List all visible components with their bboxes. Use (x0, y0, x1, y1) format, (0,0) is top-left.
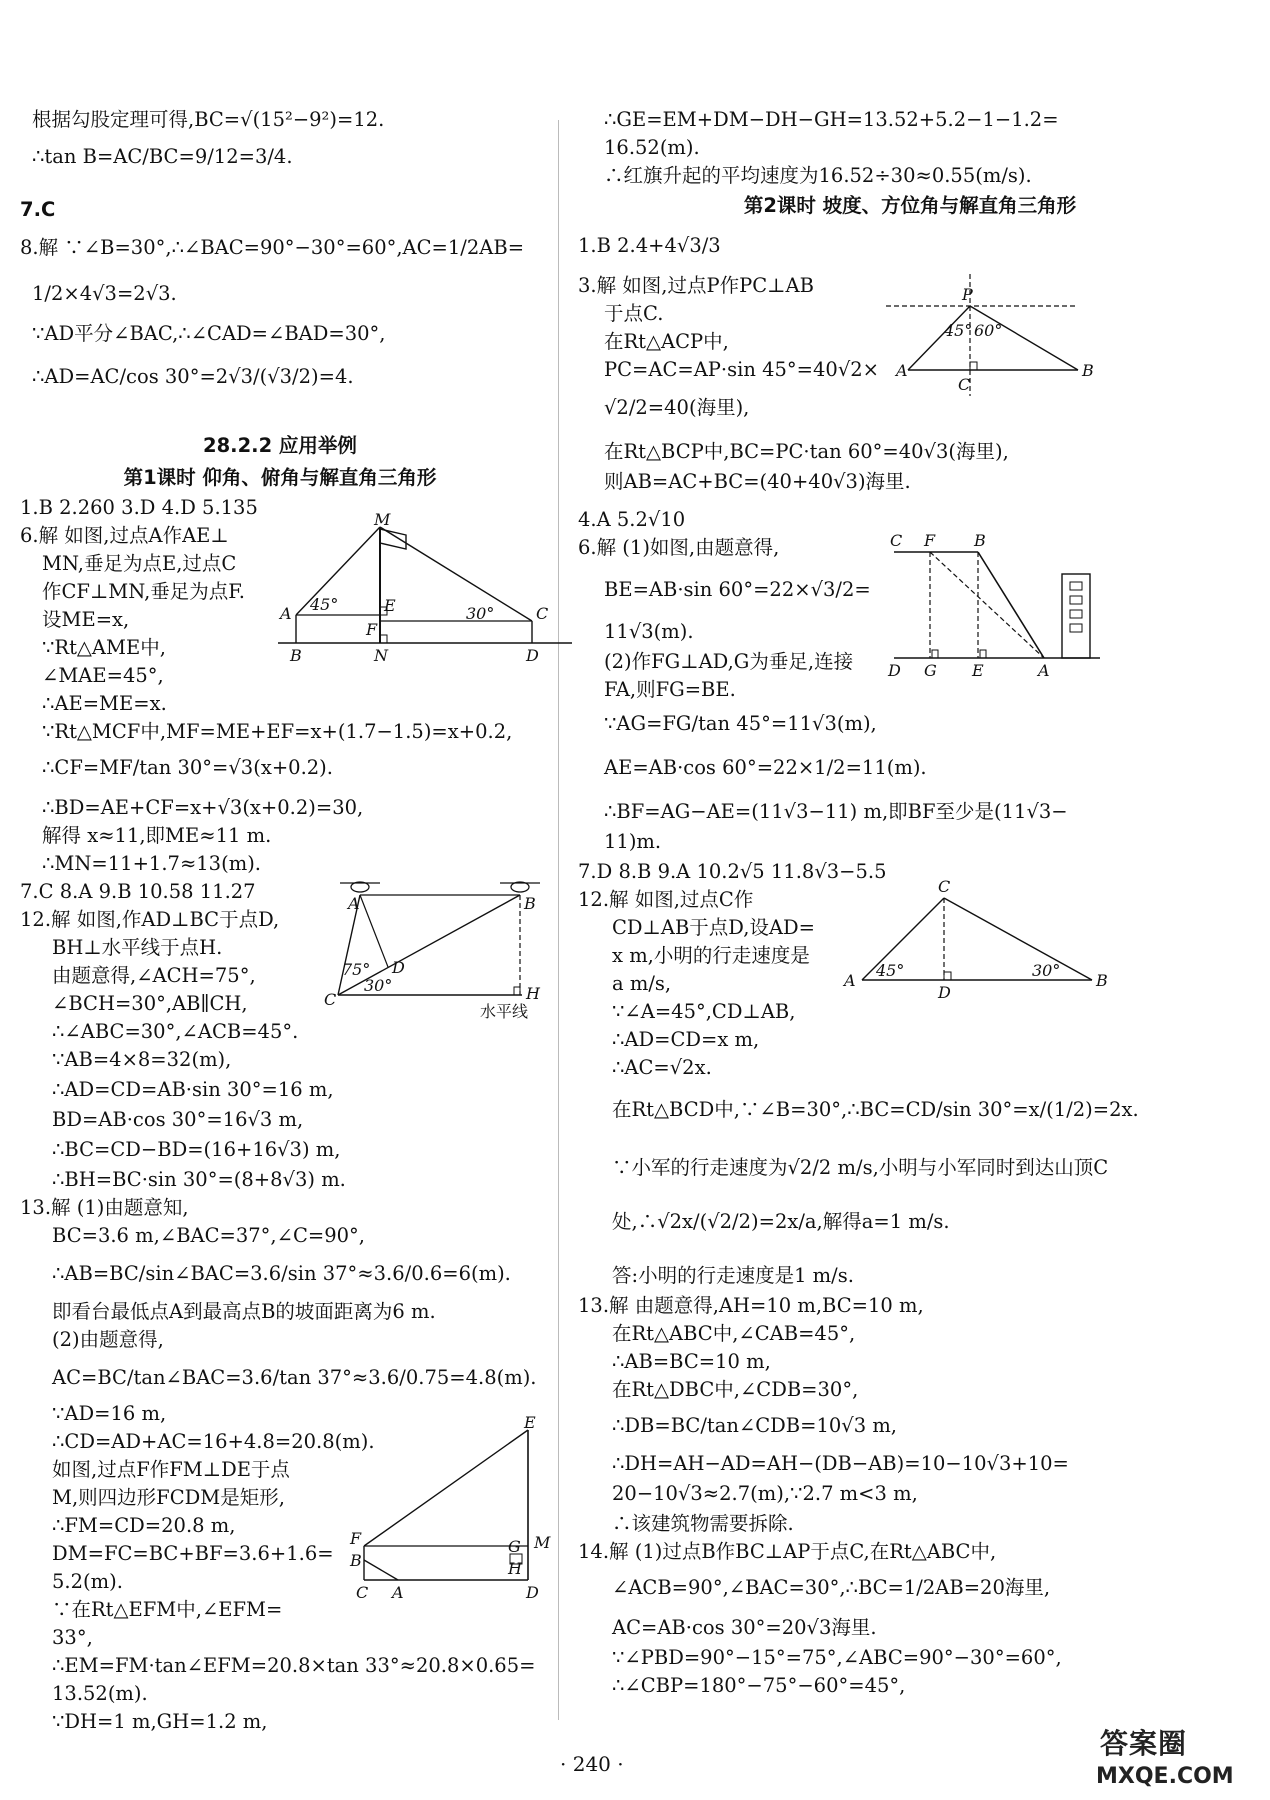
fig-label: B (1096, 971, 1108, 990)
text-line: ∴FM=CD=20.8 m, (52, 1514, 236, 1537)
fig-label: N (374, 646, 388, 665)
text-line: 解得 x≈11,即ME≈11 m. (42, 824, 272, 847)
text-line: ∴DH=AH−AD=AH−(DB−AB)=10−10√3+10= (612, 1452, 1069, 1475)
text-line: M,则四边形FCDM是矩形, (52, 1486, 285, 1509)
text-line: 1/2×4√3=2√3. (32, 282, 177, 305)
fig-label: 30° (1032, 961, 1061, 980)
fig-label: D (526, 646, 539, 665)
answer-line: 4.A 5.2√10 (578, 508, 686, 531)
fig-label: 水平线 (480, 1002, 529, 1021)
fig-label: C (938, 877, 951, 896)
text-line: ∴BC=CD−BD=(16+16√3) m, (52, 1138, 341, 1161)
text-line: BD=AB·cos 30°=16√3 m, (52, 1108, 304, 1131)
fig-label: F (366, 620, 378, 639)
fig-label: C (958, 375, 971, 394)
fig-label: 75° (342, 960, 371, 979)
text-line: ∵DH=1 m,GH=1.2 m, (52, 1710, 268, 1733)
text-line: √2/2=40(海里), (604, 396, 750, 419)
text-line: ∴红旗升起的平均速度为16.52÷30≈0.55(m/s). (604, 164, 1032, 187)
text-line: ∴AB=BC=10 m, (612, 1350, 771, 1373)
text-line: ∵小军的行走速度为√2/2 m/s,小明与小军同时到达山顶C (612, 1156, 1109, 1179)
fig-label: M (534, 1533, 551, 1552)
text-line: 设ME=x, (42, 608, 130, 631)
text-line: (2)由题意得, (52, 1328, 164, 1351)
text-line: 处,∴√2x/(√2/2)=2x/a,解得a=1 m/s. (612, 1210, 950, 1233)
fig-label: 30° (466, 604, 495, 623)
text-line: 11√3(m). (604, 620, 694, 643)
text-line: ∴AC=√2x. (612, 1056, 712, 1079)
answer-line: 7.C 8.A 9.B 10.58 11.27 (20, 880, 256, 903)
text-line: 则AB=AC+BC=(40+40√3)海里. (604, 470, 911, 493)
text-line: ∴AD=CD=x m, (612, 1028, 760, 1051)
text-line: 在Rt△BCD中,∵∠B=30°,∴BC=CD/sin 30°=x/(1/2)=2x. (612, 1098, 1139, 1121)
question-6: 6.解 如图,过点A作AE⊥ (20, 524, 229, 547)
text-line: FA,则FG=BE. (604, 678, 736, 701)
text-line: ∴BD=AE+CF=x+√3(x+0.2)=30, (42, 796, 364, 819)
text-line: ∴AB=BC/sin∠BAC=3.6/sin 37°≈3.6/0.6=6(m). (52, 1262, 511, 1285)
answer-line: 1.B 2.260 3.D 4.D 5.135 (20, 496, 258, 519)
fig-label: 45° (876, 961, 905, 980)
text-line: ∵AB=4×8=32(m), (52, 1048, 232, 1071)
text-line: ∴CD=AD+AC=16+4.8=20.8(m). (52, 1430, 375, 1453)
text-line: ∴AD=CD=AB·sin 30°=16 m, (52, 1078, 334, 1101)
text-line: 根据勾股定理可得,BC=√(15²−9²)=12. (32, 108, 385, 131)
text-line: 如图,过点F作FM⊥DE于点 (52, 1458, 290, 1481)
text-line: (2)作FG⊥AD,G为垂足,连接 (604, 650, 854, 673)
text-line: ∵Rt△AME中, (42, 636, 166, 659)
text-line: ∵Rt△MCF中,MF=ME+EF=x+(1.7−1.5)=x+0.2, (42, 720, 513, 743)
text-line: DM=FC=BC+BF=3.6+1.6= (52, 1542, 334, 1565)
lesson-title: 第2课时 坡度、方位角与解直角三角形 (743, 194, 1077, 217)
question-13: 13.解 由题意得,AH=10 m,BC=10 m, (578, 1294, 924, 1317)
section-title: 28.2.2 应用举例 (203, 434, 357, 457)
figure-q6-flagpole (270, 510, 580, 665)
text-line: PC=AC=AP·sin 45°=40√2× (604, 358, 880, 381)
text-line: ∵∠A=45°,CD⊥AB, (612, 1000, 796, 1023)
fig-label: D (888, 661, 901, 680)
text-line: ∠ACB=90°,∠BAC=30°,∴BC=1/2AB=20海里, (612, 1576, 1051, 1599)
text-line: CD⊥AB于点D,设AD= (612, 916, 815, 939)
fig-label: A (348, 894, 360, 913)
fig-label: H (508, 1559, 522, 1578)
fig-label: 60° (974, 321, 1003, 340)
fig-label: G (508, 1537, 521, 1556)
fig-label: A (896, 361, 908, 380)
text-line: 在Rt△DBC中,∠CDB=30°, (612, 1378, 859, 1401)
lesson-title: 第1课时 仰角、俯角与解直角三角形 (123, 466, 437, 489)
fig-label: 30° (364, 976, 393, 995)
fig-label: B (524, 894, 536, 913)
text-line: 13.52(m). (52, 1682, 148, 1705)
fig-label: B (350, 1551, 362, 1570)
fig-label: F (350, 1529, 362, 1548)
text-line: ∴∠CBP=180°−75°−60°=45°, (612, 1674, 906, 1697)
text-line: 16.52(m). (604, 136, 700, 159)
watermark-logo: 答案圈 (1100, 1727, 1188, 1760)
question-13: 13.解 (1)由题意知, (20, 1196, 189, 1219)
figure-r-q12-mountain (840, 877, 1110, 1002)
fig-label: C (356, 1583, 369, 1602)
watermark-url: MXQE.COM (1096, 1764, 1234, 1789)
answer-line: 1.B 2.4+4√3/3 (578, 234, 721, 257)
text-line: ∴AD=AC/cos 30°=2√3/(√3/2)=4. (32, 365, 354, 388)
fig-label: 45° (944, 321, 973, 340)
fig-label: C (324, 990, 337, 1009)
fig-label: H (526, 984, 540, 1003)
fig-label: D (938, 983, 951, 1002)
text-line: BH⊥水平线于点H. (52, 936, 223, 959)
text-line: 于点C. (604, 302, 664, 325)
fig-label: C (890, 531, 903, 550)
fig-label: E (524, 1413, 536, 1432)
question-8: 8.解 ∵∠B=30°,∴∠BAC=90°−30°=60°,AC=1/2AB= (20, 236, 525, 259)
text-line: 在Rt△ACP中, (604, 330, 729, 353)
text-line: a m/s, (612, 972, 672, 995)
text-line: AC=BC/tan∠BAC=3.6/tan 37°≈3.6/0.75=4.8(m). (52, 1366, 537, 1389)
fig-label: F (924, 531, 936, 550)
fig-label: E (972, 661, 984, 680)
answer-line: 7.D 8.B 9.A 10.2√5 11.8√3−5.5 (578, 860, 887, 883)
text-line: ∵在Rt△EFM中,∠EFM= (52, 1598, 283, 1621)
text-line: ∴EM=FM·tan∠EFM=20.8×tan 33°≈20.8×0.65= (52, 1654, 536, 1677)
figure-r-q3-ship (880, 270, 1094, 400)
text-line: MN,垂足为点E,过点C (42, 552, 237, 575)
text-line: BC=3.6 m,∠BAC=37°,∠C=90°, (52, 1224, 365, 1247)
text-line: BE=AB·sin 60°=22×√3/2= (604, 578, 871, 601)
text-line: ∴BF=AG−AE=(11√3−11) m,即BF至少是(11√3− (604, 800, 1068, 823)
fig-label: 45° (310, 595, 339, 614)
figure-q12-drones (324, 875, 560, 1035)
text-line: ∵AD=16 m, (52, 1402, 167, 1425)
text-line: AC=AB·cos 30°=20√3海里. (612, 1616, 877, 1639)
fig-label: G (924, 661, 937, 680)
text-line: 在Rt△BCP中,BC=PC·tan 60°=40√3(海里), (604, 440, 1009, 463)
text-line: ∴DB=BC/tan∠CDB=10√3 m, (612, 1414, 898, 1437)
question-12: 12.解 如图,过点C作 (578, 888, 754, 911)
text-line: ∴AE=ME=x. (42, 692, 167, 715)
question-6: 6.解 (1)如图,由题意得, (578, 536, 780, 559)
text-line: 20−10√3≈2.7(m),∵2.7 m<3 m, (612, 1482, 918, 1505)
text-line: 33°, (52, 1626, 93, 1649)
question-3: 3.解 如图,过点P作PC⊥AB (578, 274, 814, 297)
question-14: 14.解 (1)过点B作BC⊥AP于点C,在Rt△ABC中, (578, 1540, 997, 1563)
fig-label: M (374, 510, 391, 529)
text-line: 11)m. (604, 830, 662, 853)
text-line: ∵AG=FG/tan 45°=11√3(m), (604, 712, 877, 735)
text-line: ∴GE=EM+DM−DH−GH=13.52+5.2−1−1.2= (604, 108, 1059, 131)
fig-label: C (536, 604, 549, 623)
text-line: ∴CF=MF/tan 30°=√3(x+0.2). (42, 756, 333, 779)
text-line: 作CF⊥MN,垂足为点F. (42, 580, 245, 603)
fig-label: D (392, 958, 405, 977)
text-line: ∠BCH=30°,AB∥CH, (52, 992, 248, 1015)
fig-label: P (962, 285, 973, 304)
fig-label: A (1038, 661, 1050, 680)
text-line: ∴MN=11+1.7≈13(m). (42, 852, 261, 875)
fig-label: A (392, 1583, 404, 1602)
text-line: 即看台最低点A到最高点B的坡面距离为6 m. (52, 1300, 436, 1323)
text-line: ∴该建筑物需要拆除. (612, 1512, 794, 1535)
page-number: · 240 · (560, 1752, 624, 1776)
question-7: 7.C (20, 198, 56, 221)
text-line: ∴BH=BC·sin 30°=(8+8√3) m. (52, 1168, 346, 1191)
fig-label: B (290, 646, 302, 665)
text-line: ∵∠PBD=90°−15°=75°,∠ABC=90°−30°=60°, (612, 1646, 1062, 1669)
text-line: ∴tan B=AC/BC=9/12=3/4. (32, 145, 293, 168)
text-line: AE=AB·cos 60°=22×1/2=11(m). (604, 756, 927, 779)
text-line: 在Rt△ABC中,∠CAB=45°, (612, 1322, 856, 1345)
text-line: ∠MAE=45°, (42, 664, 164, 687)
fig-label: B (974, 531, 986, 550)
fig-label: A (280, 604, 292, 623)
question-12: 12.解 如图,作AD⊥BC于点D, (20, 908, 280, 931)
text-line: 由题意得,∠ACH=75°, (52, 964, 256, 987)
text-line: x m,小明的行走速度是 (612, 944, 810, 967)
text-line: ∵AD平分∠BAC,∴∠CAD=∠BAD=30°, (32, 322, 386, 345)
fig-label: A (844, 971, 856, 990)
text-line: ∴∠ABC=30°,∠ACB=45°. (52, 1020, 299, 1043)
fig-label: D (526, 1583, 539, 1602)
figure-r-q6-slope (890, 530, 1100, 680)
fig-label: E (384, 596, 396, 615)
fig-label: B (1082, 361, 1094, 380)
text-line: 答:小明的行走速度是1 m/s. (612, 1264, 854, 1287)
figure-q13-stand (350, 1413, 555, 1602)
text-line: 5.2(m). (52, 1570, 123, 1593)
